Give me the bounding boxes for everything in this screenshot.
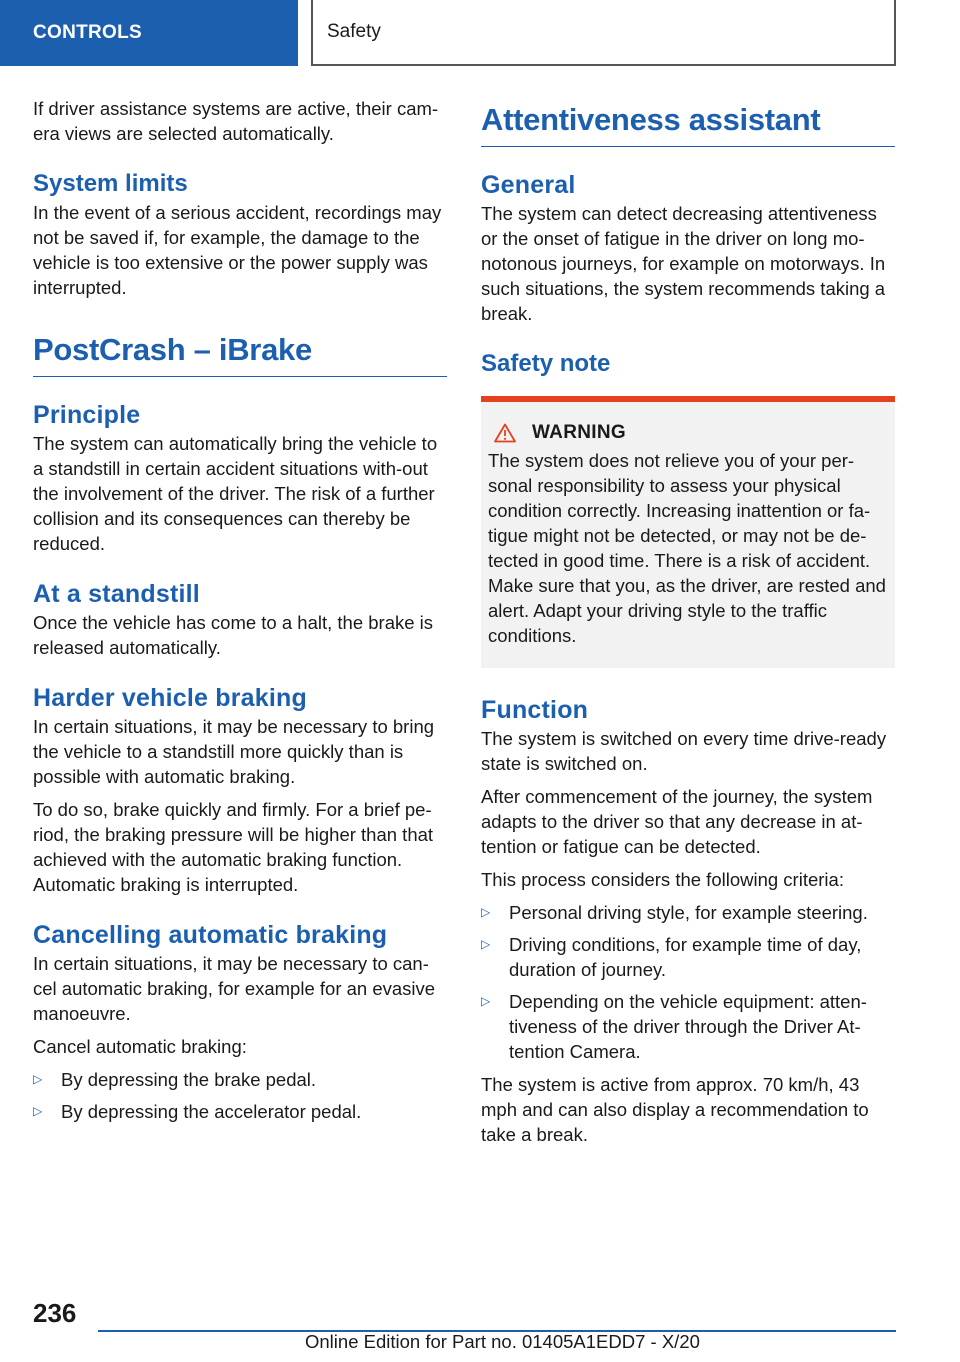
triangle-bullet-icon: ▷ (481, 994, 491, 1008)
list-item: ▷ Depending on the vehicle equipment: atten-tiveness of the driver through the Driver At-tention Camera. (481, 991, 867, 1062)
standstill-heading: At a standstill (33, 580, 200, 608)
triangle-bullet-icon: ▷ (481, 905, 491, 919)
general-heading: General (481, 171, 576, 199)
left-column (33, 96, 447, 1132)
section-label: CONTROLS (33, 22, 143, 43)
function-text-4: The system is active from approx. 70 km/h, 43 mph and can also display a recommendation to take a break. (481, 1074, 869, 1145)
warning-box (481, 396, 895, 668)
attentiveness-title: Attentiveness assistant (481, 100, 895, 147)
list-item: ▷ Driving conditions, for example time of day, duration of journey. (481, 934, 862, 980)
intro-paragraph: If driver assistance systems are active, their cam-era views are selected automatically. (33, 98, 439, 144)
cancel-braking-lead: Cancel automatic braking: (33, 1036, 247, 1057)
triangle-bullet-icon: ▷ (481, 937, 491, 951)
list-item: ▷ Personal driving style, for example steering. (481, 902, 868, 923)
general-text: The system can detect decreasing attentiveness or the onset of fatigue in the driver on long mo-notonous journeys, for example on motorways. In such situations, the system recommends taking a break. (481, 203, 886, 324)
safety-note-heading: Safety note (481, 350, 611, 377)
cancel-braking-heading: Cancelling automatic braking (33, 921, 388, 949)
system-limits-text: In the event of a serious accident, recordings may not be saved if, for example, the damage to the vehicle is too extensive or the power supply was interrupted. (33, 202, 442, 298)
principle-heading: Principle (33, 401, 141, 429)
postcrash-title: PostCrash – iBrake (33, 330, 447, 377)
warning-title: WARNING (532, 422, 626, 443)
list-item: ▷ By depressing the brake pedal. (33, 1069, 317, 1090)
warning-triangle-icon (494, 423, 516, 443)
list-item: ▷ By depressing the accelerator pedal. (33, 1101, 362, 1122)
edition-label: Online Edition for Part no. 01405A1EDD7 - X/20 (305, 1331, 700, 1352)
criteria-list (481, 900, 895, 1064)
function-text-1: The system is switched on every time drive-ready state is switched on. (481, 728, 887, 774)
warning-text: The system does not relieve you of your per-sonal responsibility to assess your physical condition correctly. Increasing inattention or fa-tigue might not be detected, or may not be de-tected in good time. There is a risk of accident. Make sure that you, as the driver, are rested and alert. Adapt your driving style to the traffic conditions. (488, 450, 886, 646)
triangle-bullet-icon: ▷ (33, 1104, 43, 1118)
page-number: 236 (33, 1298, 77, 1328)
function-text-2: After commencement of the journey, the system adapts to the driver so that any decrease in at-tention or fatigue can be detected. (481, 786, 873, 857)
right-column (481, 96, 895, 1155)
function-heading: Function (481, 696, 589, 724)
chapter-header (311, 0, 896, 66)
chapter-label: Safety (327, 21, 381, 42)
triangle-bullet-icon: ▷ (33, 1072, 43, 1086)
principle-text: The system can automatically bring the vehicle to a standstill in certain accident situations with-out the involvement of the driver. The risk of a further collision and its consequences can thereby be reduced. (33, 433, 438, 554)
harder-braking-text-2: To do so, brake quickly and firmly. For a brief pe-riod, the braking pressure will be higher than that achieved with the automatic braking function. Automatic braking is interrupted. (33, 799, 434, 895)
section-tab (0, 0, 298, 66)
harder-braking-heading: Harder vehicle braking (33, 684, 307, 712)
function-text-3: This process considers the following criteria: (481, 869, 844, 890)
standstill-text: Once the vehicle has come to a halt, the brake is released automatically. (33, 612, 434, 658)
cancel-braking-list (33, 1067, 447, 1124)
cancel-braking-text: In certain situations, it may be necessary to can-cel automatic braking, for example for an evasive manoeuvre. (33, 953, 436, 1024)
system-limits-heading: System limits (33, 170, 188, 197)
harder-braking-text-1: In certain situations, it may be necessary to bring the vehicle to a standstill more quickly than is possible with automatic braking. (33, 716, 435, 787)
